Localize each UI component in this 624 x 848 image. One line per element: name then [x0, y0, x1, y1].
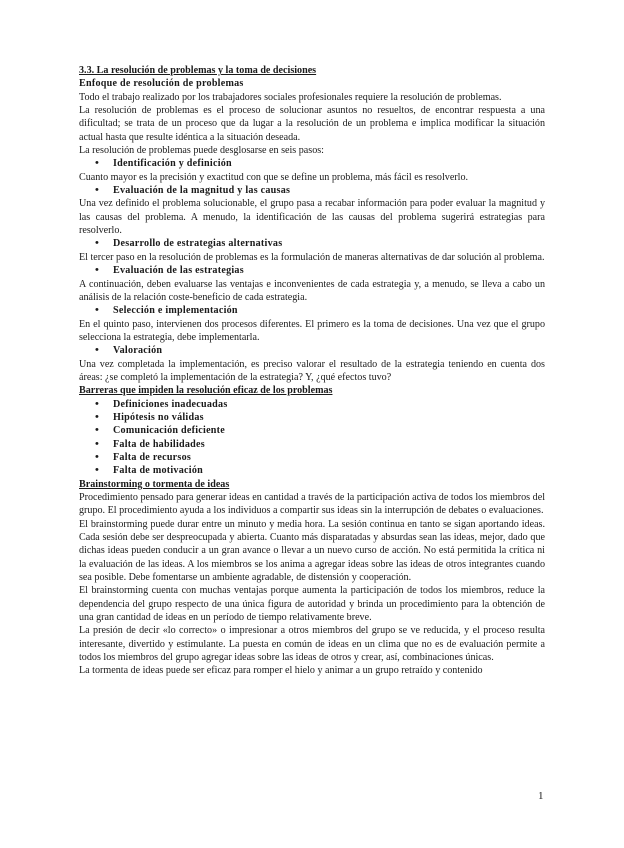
- step-heading: • Valoración: [79, 344, 545, 357]
- paragraph: La resolución de problemas puede desglosarse en seis pasos:: [79, 145, 324, 157]
- list-item: • Comunicación deficiente: [79, 424, 545, 437]
- step-heading: • Selección e implementación: [79, 304, 545, 317]
- step-heading: • Evaluación de la magnitud y las causas: [79, 184, 545, 197]
- step-text: En el quinto paso, intervienen dos procesos diferentes. El primero es la toma de decisiones. Una vez que el grupo selecciona la estrategia, debe implementarla.: [79, 318, 545, 343]
- brainstorming-heading: Brainstorming o tormenta de ideas: [79, 478, 230, 490]
- list-item: • Falta de motivación: [79, 464, 545, 477]
- step-heading: • Desarrollo de estrategias alternativas: [79, 237, 545, 250]
- paragraph: La resolución de problemas es el proceso de solucionar asuntos no resueltos, de encontrar respuesta a una dificultad; se trata de un proceso que da lugar a la resolución de un problema e implica modificar la situación actual hasta que resulte idéntica a la situación deseada.: [79, 105, 545, 143]
- list-item: • Falta de recursos: [79, 451, 545, 464]
- paragraph: El brainstorming cuenta con muchas ventajas porque aumenta la participación de todos los miembros, reduce la dependencia del grupo respecto de una única figura de autoridad y brinda un procedimiento para la obtención de una gran cantidad de ideas en un período de tiempo relativamente breve.: [79, 585, 545, 624]
- barriers-heading: Barreras que impiden la resolución eficaz de los problemas: [79, 385, 333, 397]
- step-text: Cuanto mayor es la precisión y exactitud con que se define un problema, más fácil es resolverlo.: [79, 171, 469, 183]
- step-heading: • Evaluación de las estrategias: [79, 264, 545, 277]
- page-content: [79, 64, 545, 678]
- problem-solving-heading: Enfoque de resolución de problemas: [79, 78, 244, 90]
- step-text: Una vez completada la implementación, es preciso valorar el resultado de la estrategia teniendo en cuenta dos áreas: ¿se completó la implementación de la estrategia? Y, ¿qué efectos tuvo?: [79, 358, 545, 383]
- barriers-list: [79, 398, 545, 478]
- page-number: 1: [538, 790, 544, 802]
- paragraph: La tormenta de ideas puede ser eficaz para romper el hielo y animar a un grupo retraído y contenido: [79, 665, 483, 677]
- paragraph: El brainstorming puede durar entre un minuto y media hora. La sesión continua en tanto se sigan aportando ideas. Cada sesión debe ser despreocupada y abierta. Cuanto más disparatadas y absurdas sean las ideas, mejor, dado que dichas ideas pueden conducir a un gran avance o llevar a un nuevo curso de acción. No está permitida la crítica ni la evaluación de las ideas. A los miembros se los anima a agregar ideas sobre las ideas de otros integrantes cuando sea posible. Debe fomentarse un ambiente agradable, de distensión y cooperación.: [79, 518, 545, 584]
- paragraph: Todo el trabajo realizado por los trabajadores sociales profesionales requiere la resolución de problemas.: [79, 91, 502, 103]
- paragraph: La presión de decir «lo correcto» o impresionar a otros miembros del grupo se ve reducida, y el proceso resulta interesante, divertido y estimulante. La puesta en común de ideas en un clima que no es de evaluación permite a todos los miembros del grupo agregar ideas sobre las ideas de otros y crear, así, combinaciones únicas.: [79, 625, 545, 664]
- section-title: 3.3. La resolución de problemas y la toma de decisiones: [79, 65, 317, 76]
- step-text: El tercer paso en la resolución de problemas es la formulación de maneras alternativas de dar solución al problema.: [79, 251, 545, 263]
- paragraph: Procedimiento pensado para generar ideas en cantidad a través de la participación activa de todos los miembros del grupo. El procedimiento ayuda a los individuos a compartir sus ideas sin la interrupción de debates o evaluaciones.: [79, 492, 545, 517]
- list-item: • Hipótesis no válidas: [79, 411, 545, 424]
- step-text: Una vez definido el problema solucionable, el grupo pasa a recabar información para poder evaluar la magnitud y las causas del problema. A menudo, la identificación de las causas del problema sugerirá estrategias para resolverlo.: [79, 198, 545, 237]
- list-item: • Definiciones inadecuadas: [79, 398, 545, 411]
- step-text: A continuación, deben evaluarse las ventajas e inconvenientes de cada estrategia y, a menudo, se lleva a cabo un análisis de la relación coste-beneficio de cada estrategia.: [79, 278, 545, 303]
- list-item: • Falta de habilidades: [79, 438, 545, 451]
- step-heading: • Identificación y definición: [79, 157, 545, 170]
